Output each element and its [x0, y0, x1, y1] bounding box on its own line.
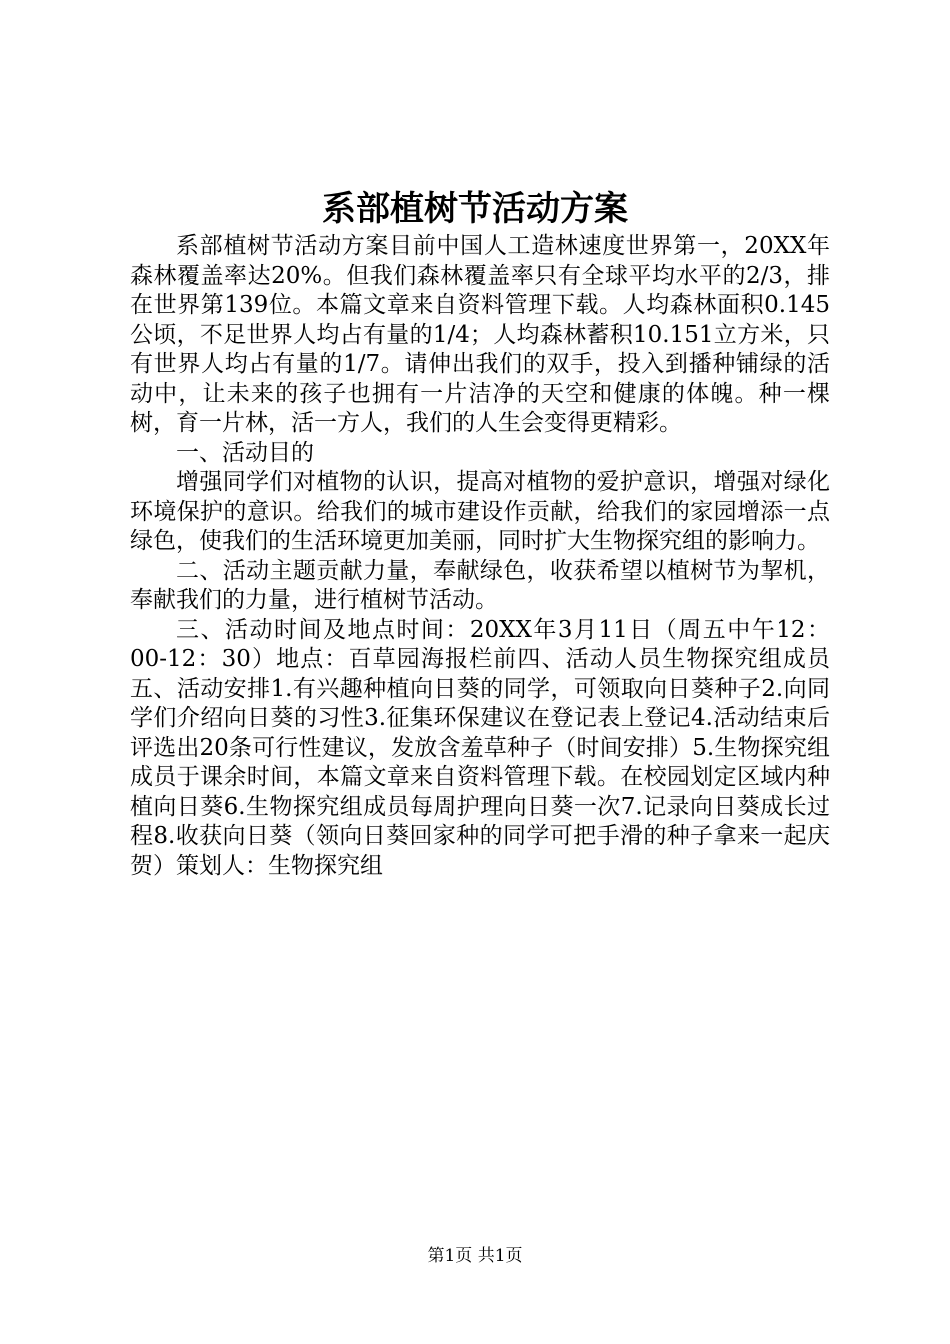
theme-paragraph: 二、活动主题贡献力量，奉献绿色，收获希望以植树节为挈机，奉献我们的力量，进行植树节活动。	[130, 557, 830, 613]
purpose-paragraph: 增强同学们对植物的认识，提高对植物的爱护意识，增强对绿化环境保护的意识。给我们的城市建设作贡献，给我们的家园增添一点绿色，使我们的生活环境更加美丽，同时扩大生物探究组的影响力。	[130, 469, 830, 554]
document-body	[130, 232, 830, 881]
section-heading-purpose: 一、活动目的	[176, 439, 314, 466]
schedule-paragraph: 三、活动时间及地点时间：20XX年3月11日（周五中午12：00-12：30）地点：百草园海报栏前四、活动人员生物探究组成员五、活动安排1.有兴趣种植向日葵的同学，可领取向日葵种子2.向同学们介绍向日葵的习性3.征集环保建议在登记表上登记4.活动结束后评选出20条可行性建议，发放含羞草种子（时间安排）5.生物探究组成员于课余时间，本篇文章来自资料管理下载。在校园划定区域内种植向日葵6.生物探究组成员每周护理向日葵一次7.记录向日葵成长过程8.收获向日葵（领向日葵回家种的同学可把手滑的种子拿来一起庆贺）策划人：生物探究组	[130, 616, 830, 879]
page-number-footer: 第1页 共1页	[427, 1246, 523, 1266]
intro-paragraph: 系部植树节活动方案目前中国人工造林速度世界第一，20XX年森林覆盖率达20%。但我们森林覆盖率只有全球平均水平的2/3，排在世界第139位。本篇文章来自资料管理下载。人均森林面积0.145公顷，不足世界人均占有量的1/4；人均森林蓄积10.151立方米，只有世界人均占有量的1/7。请伸出我们的双手，投入到播种铺绿的活动中，让未来的孩子也拥有一片洁净的天空和健康的体魄。种一棵树，育一片林，活一方人，我们的人生会变得更精彩。	[130, 233, 830, 436]
page-title: 系部植树节活动方案	[322, 189, 628, 229]
